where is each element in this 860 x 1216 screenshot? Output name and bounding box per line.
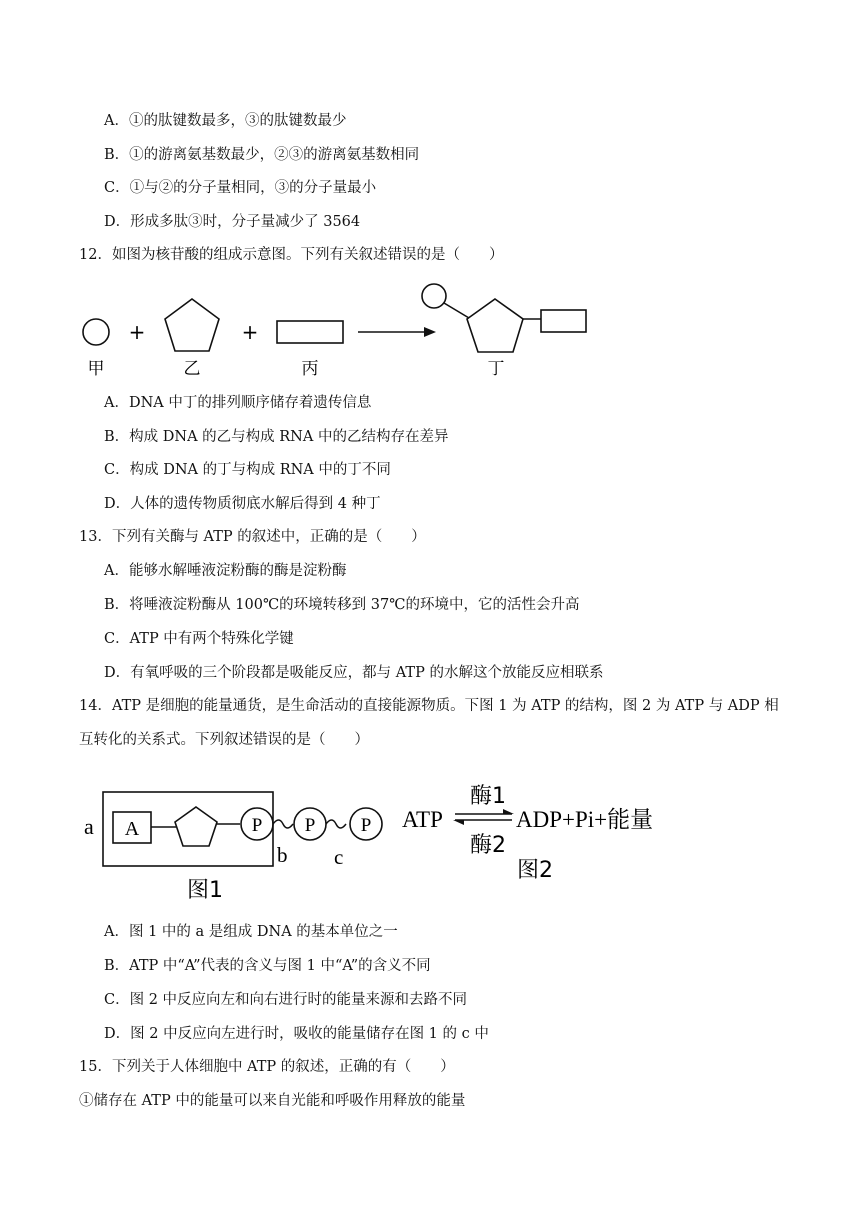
q13-option-d: D．有氧呼吸的三个阶段都是吸能反应，都与 ATP 的水解这个放能反应相联系 (104, 665, 604, 681)
label-ding: 丁 (487, 359, 505, 379)
q12-option-a: A．DNA 中丁的排列顺序储存着遗传信息 (104, 395, 372, 411)
base-rectangle (277, 321, 343, 343)
q12-option-b: B．构成 DNA 的乙与构成 RNA 中的乙结构存在差异 (104, 429, 449, 445)
plus-sign-1: + (128, 320, 146, 344)
phosphate-circle (83, 319, 109, 345)
fig1-ribose-pentagon (175, 807, 217, 846)
nucleotide-phosphate (422, 284, 446, 308)
q14-option-a: A．图 1 中的 a 是组成 DNA 的基本单位之一 (104, 924, 398, 940)
fig2-atp: ATP (402, 807, 443, 832)
q15-stem: 15．下列关于人体细胞中 ATP 的叙述，正确的有（ ） (79, 1059, 455, 1075)
fig2-caption: 图2 (517, 858, 553, 883)
fig2-products: ADP+Pi+能量 (516, 807, 654, 832)
fig1-bond-c (326, 820, 346, 828)
label-jia: 甲 (87, 359, 105, 379)
fig1-label-a: a (84, 814, 94, 839)
fig2-arrow-left (453, 820, 464, 825)
fig1-label-b: b (277, 843, 288, 867)
q12-option-d: D．人体的遗传物质彻底水解后得到 4 种丁 (104, 496, 381, 512)
q14-option-c: C．图 2 中反应向左和向右进行时的能量来源和去路不同 (104, 992, 468, 1008)
fig2-arrow-right (503, 809, 514, 814)
label-yi: 乙 (183, 359, 201, 379)
q13-stem: 13．下列有关酶与 ATP 的叙述中，正确的是（ ） (79, 529, 426, 545)
label-bing: 丙 (301, 359, 319, 379)
q11-option-b: B．①的游离氨基数最少，②③的游离氨基数相同 (104, 147, 420, 163)
fig1-caption: 图1 (187, 878, 223, 902)
plus-sign-2: + (241, 320, 259, 344)
arrow-head (424, 327, 436, 337)
fig1-bond-b (273, 820, 293, 828)
fig1-label-c: c (334, 845, 344, 869)
fig1-p2-label: P (304, 815, 316, 836)
q13-option-a: A．能够水解唾液淀粉酶的酶是淀粉酶 (104, 563, 347, 579)
q11-option-a: A．①的肽键数最多，③的肽键数最少 (104, 113, 347, 129)
q14-option-d: D．图 2 中反应向左进行时，吸收的能量储存在图 1 的 c 中 (104, 1026, 489, 1042)
nucleotide-sugar (467, 299, 523, 352)
q14-option-b: B．ATP 中“A”代表的含义与图 1 中“A”的含义不同 (104, 958, 431, 974)
q11-option-d: D．形成多肽③时，分子量减少了 3564 (104, 214, 361, 230)
nucleotide-figure (0, 282, 860, 382)
q15-item-1: ①储存在 ATP 中的能量可以来自光能和呼吸作用释放的能量 (79, 1093, 466, 1109)
fig2-enzyme1: 酶1 (470, 784, 506, 809)
q11-option-c: C．①与②的分子量相同，③的分子量最小 (104, 180, 377, 196)
q13-option-c: C．ATP 中有两个特殊化学键 (104, 631, 294, 647)
sugar-pentagon (165, 299, 219, 351)
atp-figure (0, 772, 860, 902)
q12-option-c: C．构成 DNA 的丁与构成 RNA 中的丁不同 (104, 462, 391, 478)
q14-stem-line2: 互转化的关系式。下列叙述错误的是（ ） (79, 732, 369, 748)
fig2-enzyme2: 酶2 (470, 833, 506, 858)
nucleotide-base (541, 310, 586, 332)
fig1-p1-label: P (251, 815, 263, 836)
fig1-box-a-label: A (124, 818, 140, 840)
fig1-p3-label: P (360, 815, 372, 836)
q14-stem-line1: 14．ATP 是细胞的能量通货，是生命活动的直接能源物质。下图 1 为 ATP 的结构，图 2 为 ATP 与 ADP 相 (79, 698, 779, 714)
q13-option-b: B．将唾液淀粉酶从 100℃的环境转移到 37℃的环境中，它的活性会升高 (104, 597, 580, 613)
q12-stem: 12．如图为核苷酸的组成示意图。下列有关叙述错误的是（ ） (79, 247, 504, 263)
